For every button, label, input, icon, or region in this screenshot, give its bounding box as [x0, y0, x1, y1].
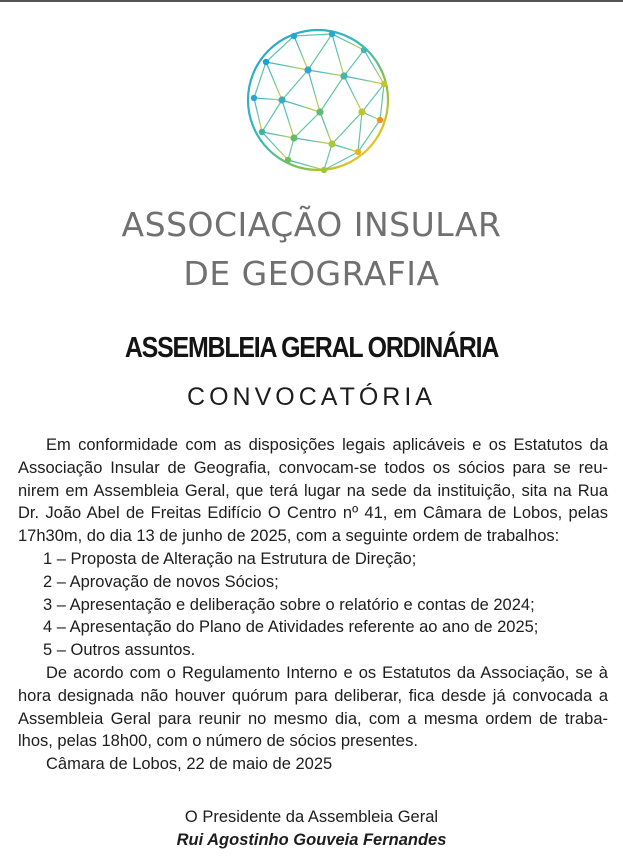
agenda-item: 2 – Aprovação de novos Sócios; — [43, 572, 279, 591]
intro-line: nirem em Assembleia Geral, que terá lugar na sede da instituição, sita na Rua — [18, 481, 608, 500]
intro-line: 17h30m, do dia 13 de junho de 2025, com a seguinte ordem de trabalhos: — [18, 527, 560, 546]
notice-subtitle: CONVOCATÓRIA — [187, 383, 436, 411]
intro-line: Associação Insular de Geografia, convocam-se todos os sócios para se reu- — [18, 458, 608, 477]
agenda-item: 3 – Apresentação e deliberação sobre o relatório e contas de 2024; — [43, 595, 535, 614]
top-border-rule — [0, 0, 623, 2]
organization-name-line1: ASSOCIAÇÃO INSULAR — [121, 205, 502, 244]
quorum-line: De acordo com o Regulamento Interno e os Estatutos da Associação, se à — [46, 663, 608, 682]
signature-role: O Presidente da Assembleia Geral — [184, 808, 439, 826]
intro-line: Dr. João Abel de Freitas Edifício O Centro nº 41, em Câmara de Lobos, pelas — [18, 504, 608, 523]
intro-line: Em conformidade com as disposições legais aplicáveis e os Estatutos da — [46, 436, 608, 454]
quorum-line: hora designada não houver quórum para deliberar, fica desde já convocada a — [18, 686, 608, 705]
place-date: Câmara de Lobos, 22 de maio de 2025 — [46, 755, 333, 774]
agenda-item: 4 – Apresentação do Plano de Atividades referente ao ano de 2025; — [43, 618, 539, 637]
notice-body — [18, 434, 608, 776]
quorum-line: Assembleia Geral para reunir no mesmo dia, com a mesma ordem de traba- — [18, 709, 608, 728]
agenda-item: 5 – Outros assuntos. — [43, 641, 196, 660]
agenda-item: 1 – Proposta de Alteração na Estrutura de Direção; — [43, 549, 417, 568]
signature-name: Rui Agostinho Gouveia Fernandes — [176, 831, 447, 849]
notice-title: ASSEMBLEIA GERAL ORDINÁRIA — [124, 332, 499, 364]
quorum-line: lhos, pelas 18h00, com o número de sócios presentes. — [18, 732, 418, 751]
organization-name-line2: DE GEOGRAFIA — [183, 254, 440, 293]
network-lines — [254, 34, 384, 170]
globe-network-logo-icon — [244, 20, 392, 190]
